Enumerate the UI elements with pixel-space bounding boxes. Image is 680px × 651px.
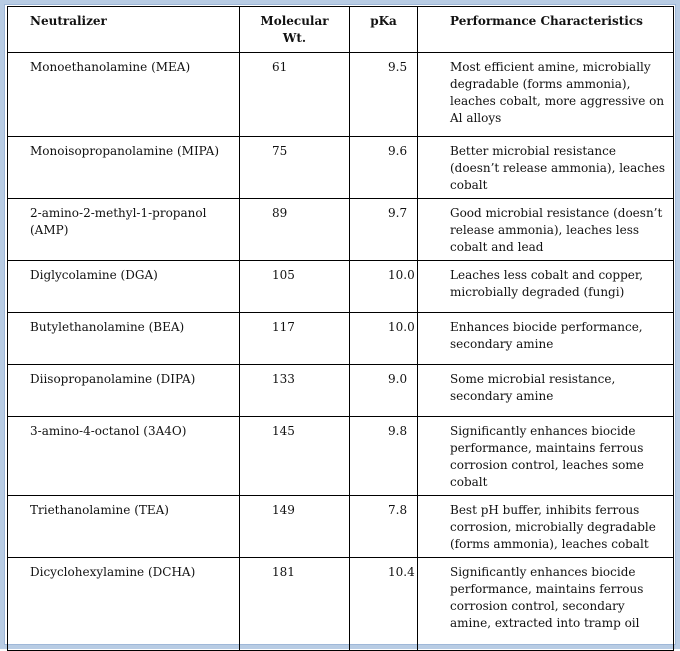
cell-molecular-wt: 149	[240, 496, 350, 558]
header-row	[8, 7, 674, 53]
cell-molecular-wt: 145	[240, 417, 350, 496]
cell-molecular-wt: 181	[240, 558, 350, 651]
cell-molecular-wt: 61	[240, 53, 350, 137]
cell-performance: Most efficient amine, microbially degradable (forms ammonia), leaches cobalt, more aggressive on Al alloys	[418, 53, 674, 137]
cell-performance: Enhances biocide performance, secondary amine	[418, 313, 674, 365]
cell-performance: Better microbial resistance (doesn’t release ammonia), leaches cobalt	[418, 137, 674, 199]
cell-neutralizer: Monoisopropanolamine (MIPA)	[8, 137, 240, 199]
cell-neutralizer: 3-amino-4-octanol (3A4O)	[8, 417, 240, 496]
cell-performance: Significantly enhances biocide performance, maintains ferrous corrosion control, leaches some cobalt	[418, 417, 674, 496]
table-row	[8, 53, 674, 137]
cell-neutralizer: Diglycolamine (DGA)	[8, 261, 240, 313]
cell-molecular-wt: 105	[240, 261, 350, 313]
cell-pka: 10.0	[350, 313, 418, 365]
cell-performance: Significantly enhances biocide performance, maintains ferrous corrosion control, secondary amine, extracted into tramp oil	[418, 558, 674, 651]
table-row	[8, 313, 674, 365]
cell-performance: Good microbial resistance (doesn’t release ammonia), leaches less cobalt and lead	[418, 199, 674, 261]
header-neutralizer: Neutralizer	[8, 7, 240, 53]
header-pka: pKa	[350, 7, 418, 53]
cell-pka: 9.6	[350, 137, 418, 199]
cell-neutralizer: Dicyclohexylamine (DCHA)	[8, 558, 240, 651]
cell-pka: 10.0	[350, 261, 418, 313]
cell-neutralizer: Butylethanolamine (BEA)	[8, 313, 240, 365]
cell-pka: 9.7	[350, 199, 418, 261]
cell-neutralizer: Diisopropanolamine (DIPA)	[8, 365, 240, 417]
cell-molecular-wt: 75	[240, 137, 350, 199]
cell-performance: Leaches less cobalt and copper, microbially degraded (fungi)	[418, 261, 674, 313]
table-row	[8, 137, 674, 199]
cell-performance: Some microbial resistance, secondary amine	[418, 365, 674, 417]
header-molecular-wt: Molecular Wt.	[240, 7, 350, 53]
table-row	[8, 558, 674, 651]
cell-pka: 9.8	[350, 417, 418, 496]
table-row	[8, 261, 674, 313]
cell-molecular-wt: 133	[240, 365, 350, 417]
header-performance: Performance Characteristics	[418, 7, 674, 53]
table-row	[8, 496, 674, 558]
cell-pka: 9.5	[350, 53, 418, 137]
cell-pka: 7.8	[350, 496, 418, 558]
cell-neutralizer: 2-amino-2-methyl-1-propanol (AMP)	[8, 199, 240, 261]
cell-pka: 9.0	[350, 365, 418, 417]
table-row	[8, 199, 674, 261]
cell-molecular-wt: 117	[240, 313, 350, 365]
cell-performance: Best pH buffer, inhibits ferrous corrosion, microbially degradable (forms ammonia), leaches cobalt	[418, 496, 674, 558]
table-row	[8, 365, 674, 417]
neutralizer-table	[7, 6, 674, 651]
cell-neutralizer: Monoethanolamine (MEA)	[8, 53, 240, 137]
table-row	[8, 417, 674, 496]
cell-pka: 10.4	[350, 558, 418, 651]
cell-neutralizer: Triethanolamine (TEA)	[8, 496, 240, 558]
cell-molecular-wt: 89	[240, 199, 350, 261]
